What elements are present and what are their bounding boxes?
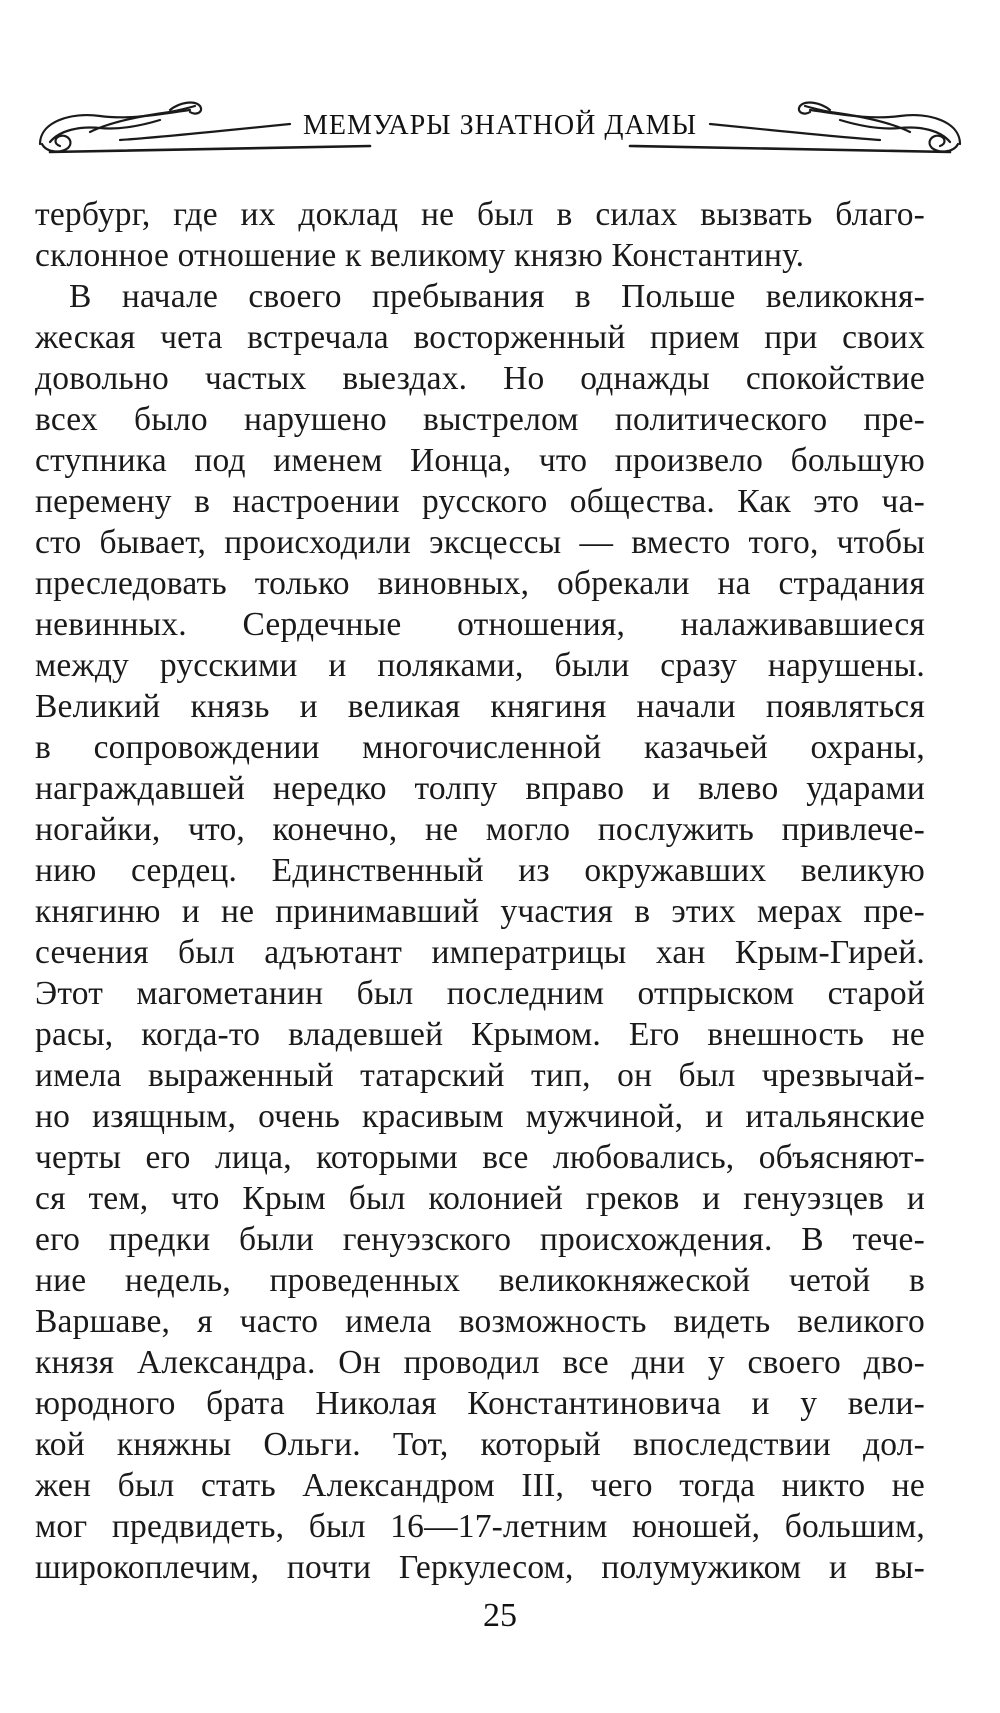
text-line: жеская чета встречала восторженный прием при своих xyxy=(35,319,925,356)
text-line: его предки были генуэзского происхождения. В тече- xyxy=(35,1221,925,1258)
text-line: тербург, где их доклад не был в силах вызвать благо- xyxy=(35,196,925,233)
text-line: склонное отношение к великому князю Константину. xyxy=(35,237,805,274)
text-line: черты его лица, которыми все любовались, объясняют- xyxy=(35,1139,925,1176)
text-line: в сопровождении многочисленной казачьей охраны, xyxy=(35,729,925,766)
text-line: мог предвидеть, был 16—17-летним юношей, большим, xyxy=(35,1508,925,1545)
text-line: ступника под именем Ионца, что произвело большую xyxy=(35,442,925,479)
text-line: между русскими и поляками, были сразу нарушены. xyxy=(35,647,925,684)
text-line: князя Александра. Он проводил все дни у своего дво- xyxy=(35,1344,925,1381)
text-line: Великий князь и великая княгиня начали появляться xyxy=(35,688,925,725)
text-line: юродного брата Николая Константиновича и у вели- xyxy=(35,1385,925,1422)
text-line: сто бывает, происходили эксцессы — вместо того, чтобы xyxy=(35,524,925,561)
text-line: ногайки, что, конечно, не могло послужить привлече- xyxy=(35,811,925,848)
text-line: награждавшей нередко толпу вправо и влево ударами xyxy=(35,770,925,807)
running-header-title: МЕМУАРЫ ЗНАТНОЙ ДАМЫ xyxy=(303,110,697,141)
text-line: перемену в настроении русского общества. Как это ча- xyxy=(35,483,925,520)
body-paragraphs xyxy=(35,194,925,1588)
text-line: жен был стать Александром III, чего тогда никто не xyxy=(35,1467,925,1504)
text-line: В начале своего пребывания в Польше великокня- xyxy=(69,278,925,315)
text-line: кой княжны Ольги. Тот, который впоследствии дол- xyxy=(35,1426,925,1463)
text-line: княгиню и не принимавший участия в этих мерах пре- xyxy=(35,893,925,930)
text-line: всех было нарушено выстрелом политического пре- xyxy=(35,401,925,438)
text-line: широкоплечим, почти Геркулесом, полумужиком и вы- xyxy=(35,1549,925,1586)
text-line: имела выраженный татарский тип, он был чрезвычай- xyxy=(35,1057,925,1094)
text-line: невинных. Сердечные отношения, налаживавшиеся xyxy=(35,606,925,643)
page-number: 25 xyxy=(483,1597,517,1634)
text-line: ние недель, проведенных великокняжеской четой в xyxy=(35,1262,925,1299)
text-line: ся тем, что Крым был колонией греков и генуэзцев и xyxy=(35,1180,925,1217)
text-line: но изящным, очень красивым мужчиной, и итальянские xyxy=(35,1098,925,1135)
text-line: преследовать только виновных, обрекали на страдания xyxy=(35,565,925,602)
text-line: нию сердец. Единственный из окружавших великую xyxy=(35,852,925,889)
text-line: довольно частых выездах. Но однажды спокойствие xyxy=(35,360,925,397)
text-line: Варшаве, я часто имела возможность видеть великого xyxy=(35,1303,925,1340)
running-header xyxy=(30,92,970,172)
text-line: сечения был адъютант императрицы хан Крым-Гирей. xyxy=(35,934,925,971)
text-line: расы, когда-то владевшей Крымом. Его внешность не xyxy=(35,1016,925,1053)
text-line: Этот магометанин был последним отпрыском старой xyxy=(35,975,925,1012)
